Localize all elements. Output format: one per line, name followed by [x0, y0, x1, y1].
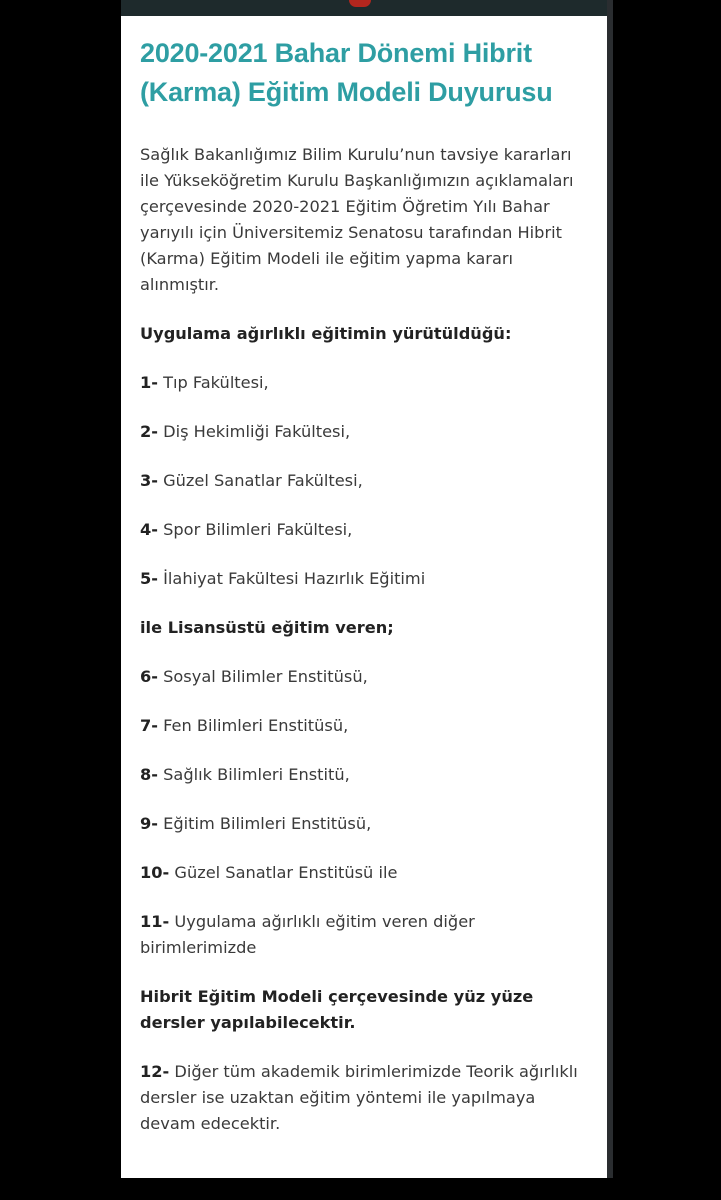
item-number: 8- — [140, 765, 158, 784]
list-item — [140, 909, 590, 961]
section-heading-graduate: ile Lisansüstü eğitim veren; — [140, 618, 394, 637]
list-item — [140, 811, 590, 837]
item-number: 4- — [140, 520, 158, 539]
list-item — [140, 1059, 590, 1137]
page-edge-shadow — [607, 0, 613, 1178]
item-number: 7- — [140, 716, 158, 735]
section-heading-practical: Uygulama ağırlıklı eğitimin yürütüldüğü: — [140, 324, 512, 343]
item-text: Uygulama ağırlıklı eğitim veren diğer birimlerimizde — [140, 912, 475, 957]
item-number: 10- — [140, 863, 170, 882]
item-text: Spor Bilimleri Fakültesi, — [157, 520, 353, 539]
list-item — [140, 566, 590, 592]
item-text: Güzel Sanatlar Enstitüsü ile — [169, 863, 398, 882]
list-item — [140, 419, 590, 445]
top-header-bar — [121, 0, 607, 16]
item-number: 2- — [140, 422, 158, 441]
list-item — [140, 713, 590, 739]
item-text: Diş Hekimliği Fakültesi, — [157, 422, 351, 441]
item-number: 11- — [140, 912, 170, 931]
list-item — [140, 370, 590, 396]
remote-list — [140, 1059, 590, 1137]
list-item — [140, 762, 590, 788]
section-heading-hybrid: Hibrit Eğitim Modeli çerçevesinde yüz yüze dersler yapılabilecektir. — [140, 987, 534, 1032]
faculty-list — [140, 370, 590, 592]
item-number: 9- — [140, 814, 158, 833]
item-text: İlahiyat Fakültesi Hazırlık Eğitimi — [157, 569, 426, 588]
list-item — [140, 468, 590, 494]
announcement-page — [121, 0, 607, 1178]
announcement-content — [140, 34, 590, 1137]
list-item — [140, 860, 590, 886]
announcement-intro: Sağlık Bakanlığımız Bilim Kurulu’nun tavsiye kararları ile Yükseköğretim Kurulu Başkanlığımızın açıklamaları çerçevesinde 2020-2021 Eğitim Öğretim Yılı Bahar yarıyılı için Üniversitemiz Senatosu tarafından Hibrit (Karma) Eğitim Modeli ile eğitim yapma kararı alınmıştır. — [140, 145, 574, 294]
item-text: Sosyal Bilimler Enstitüsü, — [157, 667, 368, 686]
item-text: Tıp Fakültesi, — [157, 373, 269, 392]
item-number: 12- — [140, 1062, 170, 1081]
item-number: 1- — [140, 373, 158, 392]
item-text: Eğitim Bilimleri Enstitüsü, — [157, 814, 372, 833]
item-text: Diğer tüm akademik birimlerimizde Teorik ağırlıklı dersler ise uzaktan eğitim yöntemi ile yapılmaya devam edecektir. — [140, 1062, 578, 1133]
item-number: 5- — [140, 569, 158, 588]
item-number: 3- — [140, 471, 158, 490]
item-text: Sağlık Bilimleri Enstitü, — [157, 765, 350, 784]
list-item — [140, 664, 590, 690]
announcement-title: 2020-2021 Bahar Dönemi Hibrit (Karma) Eğitim Modeli Duyurusu — [140, 38, 553, 107]
item-number: 6- — [140, 667, 158, 686]
university-logo-icon[interactable] — [349, 0, 371, 7]
item-text: Güzel Sanatlar Fakültesi, — [157, 471, 363, 490]
list-item — [140, 517, 590, 543]
item-text: Fen Bilimleri Enstitüsü, — [157, 716, 349, 735]
institute-list — [140, 664, 590, 961]
